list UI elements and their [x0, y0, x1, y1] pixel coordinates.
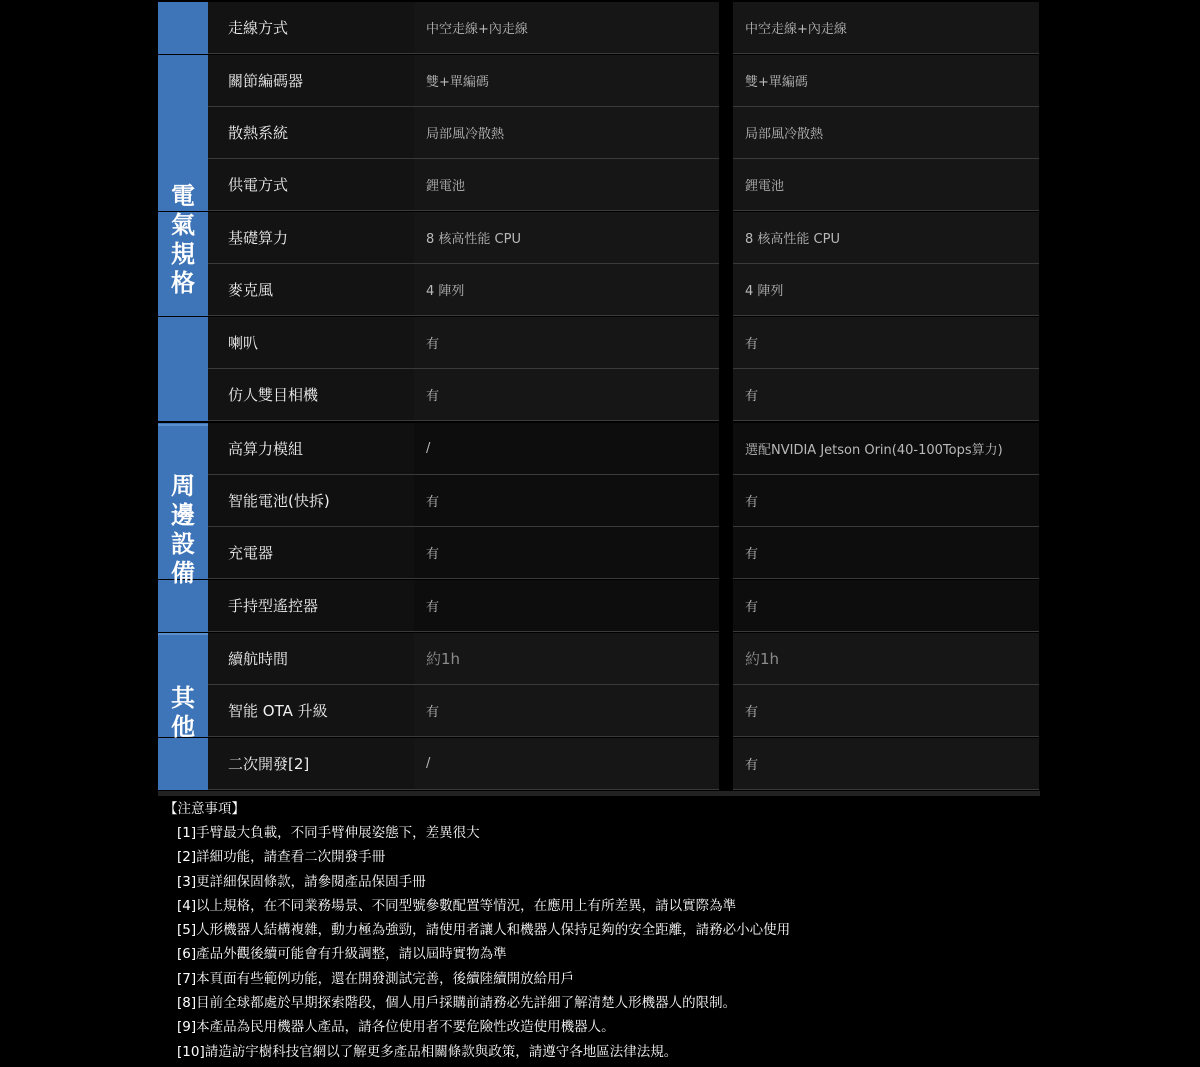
- spec-value-model-2: 4 陣列: [733, 264, 1039, 316]
- category-char: 周: [171, 472, 195, 500]
- table-row: [158, 264, 1040, 316]
- spec-value-model-1: 鋰電池: [414, 159, 719, 211]
- spec-value-model-2: 局部風冷散熱: [733, 107, 1039, 159]
- category-cell: [158, 369, 208, 421]
- spec-value-model-1: 4 陣列: [414, 264, 719, 316]
- category-cell: [158, 55, 208, 107]
- table-row: [158, 580, 1040, 632]
- category-char: 設: [171, 530, 195, 558]
- spec-name: 智能電池(快拆): [208, 475, 451, 527]
- category-char: 他: [171, 713, 195, 741]
- spec-value-model-1: 約1h: [414, 633, 719, 685]
- spec-value-model-1: 中空走線+內走線: [414, 2, 719, 54]
- table-row: [158, 212, 1040, 264]
- spec-value-model-1: 雙+單編碼: [414, 55, 719, 107]
- table-row: [158, 633, 1040, 685]
- category-cell: [158, 107, 208, 159]
- note-item: [5]人形機器人結構複雜，動力極為強勁，請使用者讓人和機器人保持足夠的安全距離，請務必小心使用: [177, 922, 791, 939]
- spec-value-model-2: 有: [733, 317, 1039, 369]
- notes-title: 【注意事項】: [164, 801, 245, 817]
- note-item: [8]目前全球都處於早期探索階段，個人用戶採購前請務必先詳細了解清楚人形機器人的限制。: [177, 995, 737, 1012]
- spec-name: 充電器: [208, 527, 451, 579]
- table-row: [158, 369, 1040, 421]
- spec-value-model-2: 有: [733, 369, 1039, 421]
- spec-value-model-2: 中空走線+內走線: [733, 2, 1039, 54]
- note-item: [9]本產品為民用機器人產品，請各位使用者不要危險性改造使用機器人。: [177, 1019, 615, 1036]
- spec-value-model-2: 有: [733, 738, 1039, 790]
- spec-name: 續航時間: [208, 633, 451, 685]
- spec-value-model-2: 鋰電池: [733, 159, 1039, 211]
- table-row: [158, 527, 1040, 579]
- category-cell: [158, 633, 208, 685]
- category-char: 氣: [171, 211, 195, 239]
- spec-value-model-2: 有: [733, 527, 1039, 579]
- table-row: [158, 738, 1040, 790]
- spec-value-model-1: 有: [414, 369, 719, 421]
- category-char: 邊: [171, 501, 195, 529]
- category-cell: [158, 317, 208, 369]
- category-label-electric: [158, 160, 208, 320]
- category-divider: [158, 633, 208, 635]
- spec-name: 喇叭: [208, 317, 451, 369]
- category-label-peripheral: [158, 470, 208, 590]
- notes-section: [164, 797, 1064, 1064]
- note-item: [7]本頁面有些範例功能，還在開發測試完善，後續陸續開放給用戶: [177, 970, 575, 987]
- table-row: [158, 107, 1040, 159]
- table-bottom-border: [158, 791, 1040, 796]
- category-char: 其: [171, 684, 195, 712]
- spec-value-model-2: 約1h: [733, 633, 1039, 685]
- spec-name: 關節編碼器: [208, 55, 451, 107]
- table-row: [158, 55, 1040, 107]
- note-item: [3]更詳細保固條款，請參閱產品保固手冊: [177, 873, 426, 890]
- category-char: 規: [171, 240, 195, 268]
- spec-value-model-2: 有: [733, 685, 1039, 737]
- spec-value-model-2: 8 核高性能 CPU: [733, 212, 1039, 264]
- note-item: [6]產品外觀後續可能會有升級調整，請以屆時實物為準: [177, 946, 507, 963]
- note-item: [1]手臂最大負載，不同手臂伸展姿態下，差異很大: [177, 825, 480, 841]
- table-row: [158, 475, 1040, 527]
- category-char: 電: [171, 182, 195, 210]
- table-row: [158, 317, 1040, 369]
- category-divider: [158, 424, 208, 426]
- note-item: [2]詳細功能，請查看二次開發手冊: [177, 849, 386, 866]
- spec-name: 供電方式: [208, 159, 451, 211]
- spec-value-model-1: 有: [414, 475, 719, 527]
- category-cell: [158, 423, 208, 475]
- category-cell: [158, 2, 208, 54]
- spec-name: 散熱系統: [208, 107, 451, 159]
- spec-value-model-2: 有: [733, 475, 1039, 527]
- spec-name: 仿人雙目相機: [208, 369, 451, 421]
- table-row: [158, 2, 1040, 54]
- note-item: [4]以上規格，在不同業務場景、不同型號參數配置等情況，在應用上有所差異，請以實際為準: [177, 897, 737, 914]
- spec-value-model-2: 選配NVIDIA Jetson Orin(40-100Tops算力): [733, 423, 1039, 475]
- spec-value-model-1: 8 核高性能 CPU: [414, 212, 719, 264]
- spec-value-model-1: 有: [414, 317, 719, 369]
- category-char: 格: [171, 269, 195, 297]
- spec-name: 手持型遙控器: [208, 580, 451, 632]
- spec-value-model-1: 有: [414, 685, 719, 737]
- spec-name: 走線方式: [208, 2, 451, 54]
- spec-value-model-1: /: [414, 738, 719, 790]
- table-row: [158, 159, 1040, 211]
- category-label-other: [158, 680, 208, 746]
- spec-value-model-1: 有: [414, 527, 719, 579]
- table-row: [158, 685, 1040, 737]
- spec-value-model-2: 雙+單編碼: [733, 55, 1039, 107]
- spec-name: 智能 OTA 升級: [208, 685, 451, 737]
- spec-value-model-1: 局部風冷散熱: [414, 107, 719, 159]
- category-char: 備: [171, 559, 195, 587]
- table-row: [158, 423, 1040, 475]
- spec-value-model-1: 有: [414, 580, 719, 632]
- spec-name: 高算力模組: [208, 423, 451, 475]
- spec-name: 二次開發[2]: [208, 738, 451, 790]
- spec-name: 麥克風: [208, 264, 451, 316]
- spec-name: 基礎算力: [208, 212, 451, 264]
- note-item: [10]請造訪宇樹科技官網以了解更多產品相關條款與政策，請遵守各地區法律法規。: [177, 1043, 678, 1060]
- spec-value-model-2: 有: [733, 580, 1039, 632]
- spec-value-model-1: /: [414, 423, 719, 475]
